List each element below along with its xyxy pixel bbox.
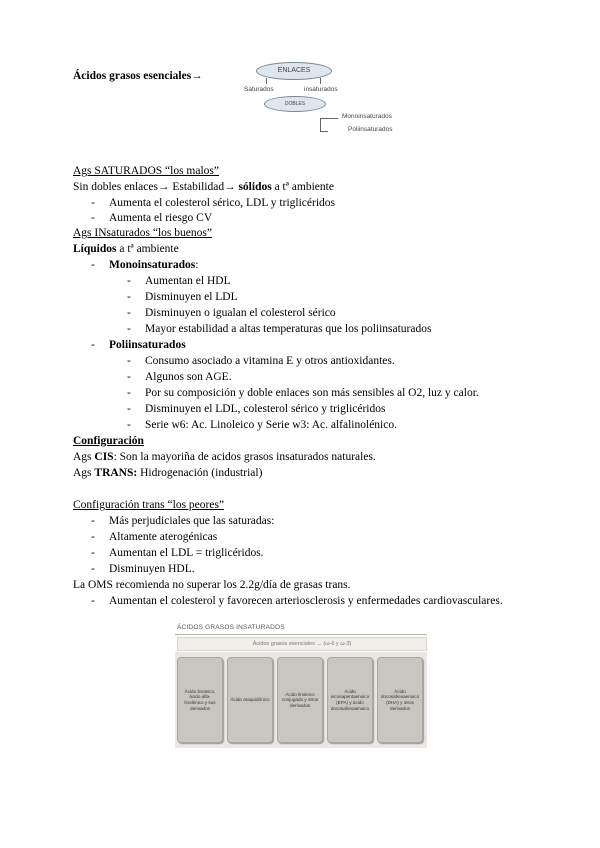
monoinsaturados-label: Monoinsaturados: [109,259,199,271]
figure-card: Ácido eicosapentaenoico (EPA) y ácido docosahexaenoico [327,657,373,743]
list-item: Disminuyen el LDL, colesterol sérico y triglicéridos [145,403,386,415]
list-item: Disminuyen el LDL [145,291,238,303]
list-bullet: - [127,323,131,335]
list-bullet: - [127,355,131,367]
list-bullet: - [91,197,95,209]
insaturados-node: insaturados [304,86,338,93]
dobles-node: DOBLES [264,96,326,112]
list-item: Aumentan el colesterol y favorecen arteriosclerosis y enfermedades cardiovasculares. [109,595,503,607]
saturados-node: Saturados [244,86,274,93]
list-item: Por su composición y doble enlaces son más sensibles al O2, luz y calor. [145,387,479,399]
configuracion-heading: Configuración [73,435,144,447]
trans-line: Ags TRANS: Hidrogenación (industrial) [73,467,263,479]
list-item: Consumo asociado a vitamina E y otros antioxidantes. [145,355,395,367]
list-bullet: - [127,419,131,431]
figure-card: Ácido linoleico, ácido alfa-linolénico y sus derivados [177,657,223,743]
list-item: Aumentan el LDL = triglicéridos. [109,547,264,559]
list-bullet: - [127,403,131,415]
list-bullet: - [127,371,131,383]
insaturados-figure [175,624,427,748]
list-item: Aumentan el HDL [145,275,231,287]
page-title: Ácidos grasos esenciales→ [73,70,203,82]
list-item: Disminuyen HDL. [109,563,195,575]
list-bullet: - [91,563,95,575]
list-bullet: - [91,212,95,224]
figure-title: ÁCIDOS GRASOS INSATURADOS [177,624,285,631]
poliinsaturados-node: Poliinsaturados [348,126,393,133]
monoinsaturados-node: Monoinsaturados [342,113,392,120]
enlaces-diagram [238,62,398,142]
list-bullet: - [127,275,131,287]
figure-card: Ácido araquidónico [227,657,273,743]
figure-banner: Ácidos grasos esenciales → (ω-6 y ω-3) [177,637,427,651]
list-bullet: - [91,259,95,271]
insaturados-heading: Ags INsaturados “los buenos” [73,227,212,239]
diagram-connector [266,78,267,84]
trans-heading: Configuración trans “los peores” [73,499,225,511]
list-item: Altamente aterogénicas [109,531,218,543]
list-bullet: - [127,291,131,303]
poliinsaturados-label: Poliinsaturados [109,339,186,351]
list-bullet: - [127,387,131,399]
cis-line: Ags CIS: Son la mayoriña de acidos grasos insaturados naturales. [73,451,376,463]
figure-card: Ácido linoleico conjugado y otros derivados [277,657,323,743]
figure-card: Ácido docosahexaenoico (DHA) y otros derivados [377,657,423,743]
list-item: Aumenta el riesgo CV [109,212,213,224]
saturados-heading: Ags SATURADOS “los malos” [73,165,219,177]
diagram-connector [320,131,328,132]
enlaces-node: ENLACES [256,62,332,80]
saturados-description: Sin dobles enlaces→ Estabilidad→ sólidos a tª ambiente [73,181,334,193]
diagram-connector [320,118,338,119]
liquidos-line: Líquidos a tª ambiente [73,243,179,255]
diagram-connector [320,118,321,132]
list-bullet: - [91,531,95,543]
list-bullet: - [91,515,95,527]
list-bullet: - [91,547,95,559]
figure-divider [175,634,427,635]
list-item: Algunos son AGE. [145,371,232,383]
list-item: Más perjudiciales que las saturadas: [109,515,275,527]
oms-recommendation: La OMS recomienda no superar los 2.2g/día de grasas trans. [73,579,351,591]
list-item: Mayor estabilidad a altas temperaturas que los poliinsaturados [145,323,432,335]
list-bullet: - [91,339,95,351]
diagram-connector [320,78,321,84]
list-item: Aumenta el colesterol sérico, LDL y triglicéridos [109,197,335,209]
list-bullet: - [127,307,131,319]
list-bullet: - [91,595,95,607]
list-item: Disminuyen o igualan el colesterol sérico [145,307,336,319]
list-item: Serie w6: Ac. Linoleico y Serie w3: Ac. alfalinolénico. [145,419,397,431]
